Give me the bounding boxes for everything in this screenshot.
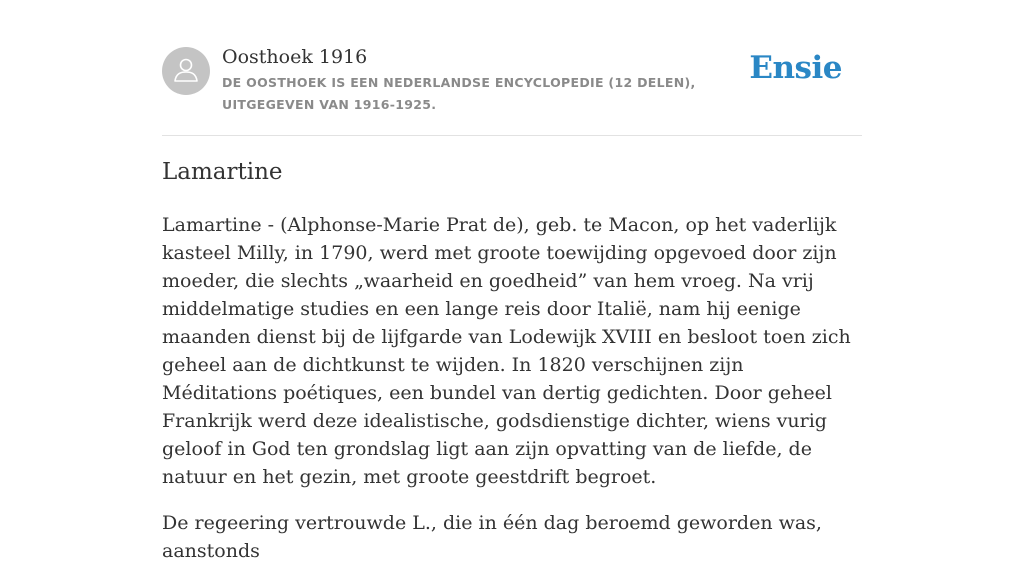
source-title[interactable]: Oosthoek 1916 [222,46,368,68]
source-avatar[interactable] [162,47,210,95]
article-paragraph: De regeering vertrouwde L., die in één dag beroemd geworden was, aanstonds [162,512,822,562]
ensie-logo[interactable]: Ensie [749,50,842,86]
article-paragraph: Lamartine - (Alphonse-Marie Prat de), geb. te Macon, op het vaderlijk kasteel Milly, in 1790, werd met groote toewijding opgevoed door zijn moeder, die slechts „waarheid en goedheid” van hem vroeg. Na vrij middelmatige studies en een lange reis door Italië, nam hij eenige maanden dienst bij de lijfgarde van Lodewijk XVIII en besloot toen zich geheel aan de dichtkunst te wijden. In 1820 verschijnen zijn Méditations poétiques, een bundel van dertig gedichten. Door geheel Frankrijk werd deze idealistische, godsdienstige dichter, wiens vurig geloof in God ten grondslag ligt aan zijn opvatting van de liefde, de natuur en het gezin, met groote geestdrift begroet. [162,214,851,488]
user-icon [171,54,201,88]
article-title: Lamartine [162,159,283,185]
source-description: DE OOSTHOEK IS EEN NEDERLANDSE ENCYCLOPEDIE (12 DELEN), UITGEGEVEN VAN 1916-1925. [222,75,696,112]
source-header [162,0,862,136]
article-body [162,211,862,583]
page-container [162,0,862,562]
